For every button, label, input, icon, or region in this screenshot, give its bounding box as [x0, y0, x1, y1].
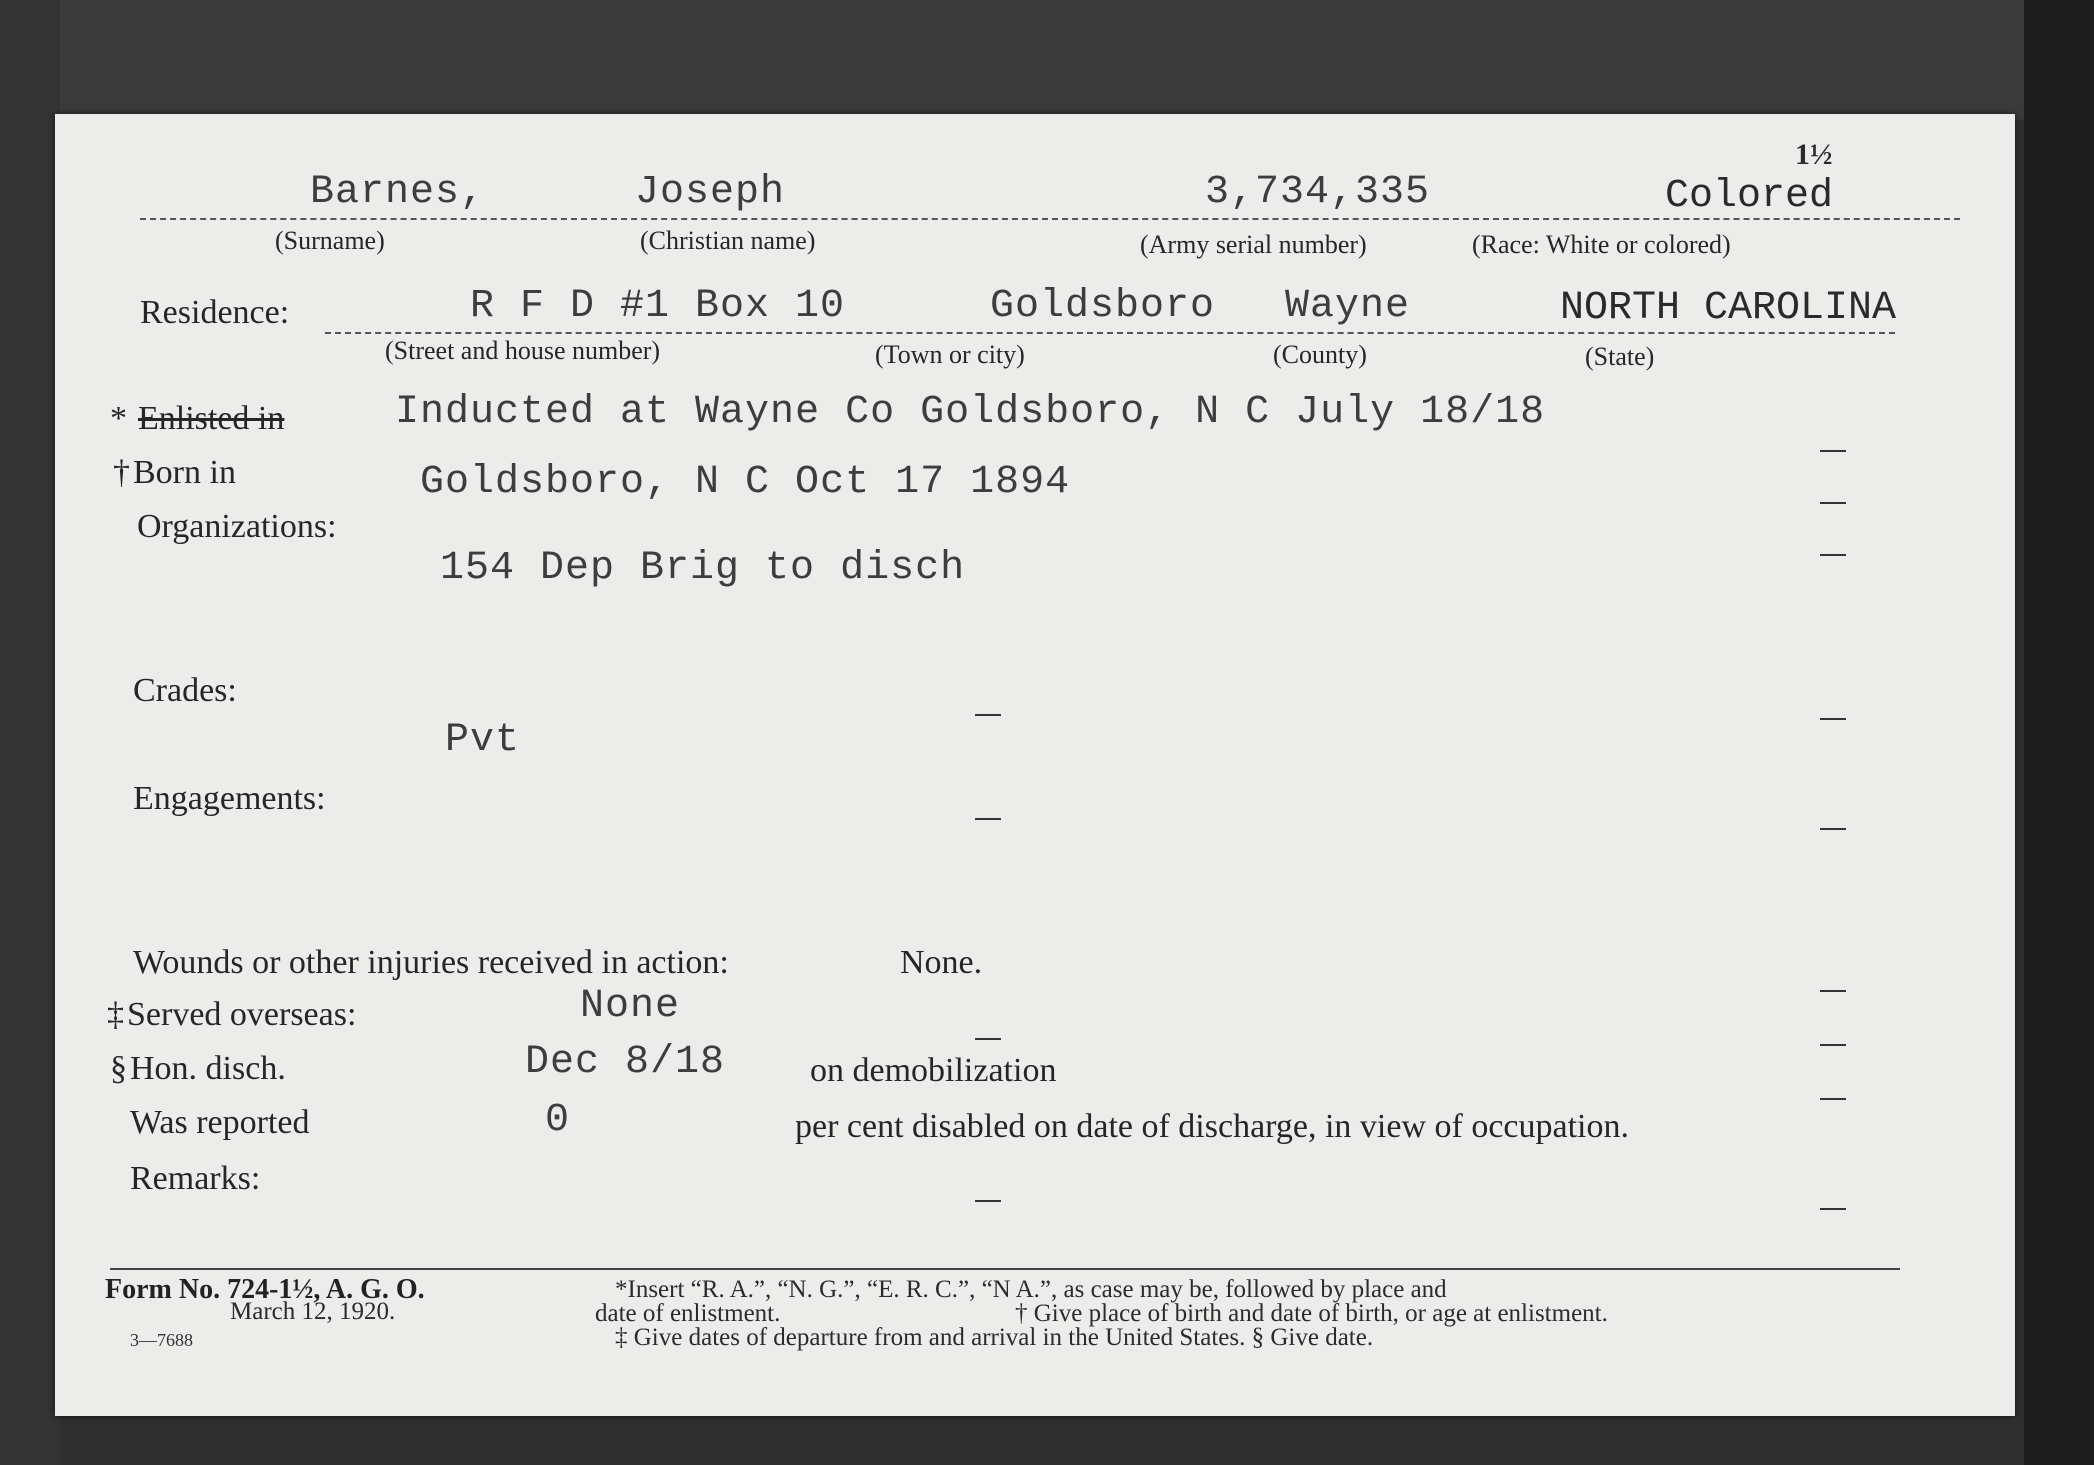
footnote-line-1: *Insert “R. A.”, “N. G.”, “E. R. C.”, “N A.”, as case may be, followed by place and	[615, 1276, 1447, 1303]
residence-label: Residence:	[140, 294, 290, 331]
footer-rule	[110, 1268, 1900, 1270]
disch-value: Dec 8/18	[525, 1040, 726, 1085]
street-caption: (Street and house number)	[385, 336, 661, 365]
surname-value: Barnes,	[310, 170, 486, 215]
overseas-value: None	[580, 984, 681, 1029]
margin-tick	[1820, 1208, 1846, 1210]
center-tick	[975, 714, 1001, 716]
reported-suffix: per cent disabled on date of discharge, in view of occupation.	[795, 1108, 1629, 1145]
remarks-label: Remarks:	[130, 1160, 261, 1197]
form-date: March 12, 1920.	[230, 1298, 396, 1325]
residence-state: NORTH CAROLINA	[1560, 286, 1897, 331]
state-caption: (State)	[1585, 342, 1655, 371]
christian-caption: (Christian name)	[640, 226, 816, 255]
margin-tick	[1820, 1044, 1846, 1046]
residence-street: R F D #1 Box 10	[470, 284, 846, 329]
overseas-marker: ‡	[107, 996, 124, 1033]
center-tick	[975, 1038, 1001, 1040]
race-caption: (Race: White or colored)	[1472, 230, 1731, 259]
county-caption: (County)	[1273, 340, 1367, 369]
disch-marker: §	[110, 1050, 127, 1087]
enlisted-value: Inducted at Wayne Co Goldsboro, N C July 18/18	[395, 390, 1546, 435]
scan-background-right	[2024, 0, 2094, 1465]
footnote-line-3: ‡ Give dates of departure from and arrival in the United States. § Give date.	[615, 1324, 1374, 1351]
born-value: Goldsboro, N C Oct 17 1894	[420, 460, 1071, 505]
margin-tick	[1820, 718, 1846, 720]
reported-label: Was reported	[130, 1104, 310, 1141]
form-code: 3—7688	[130, 1330, 193, 1350]
residence-line	[325, 332, 1895, 334]
service-record-card	[55, 114, 2015, 1416]
overseas-label: Served overseas:	[127, 996, 357, 1033]
race-value: Colored	[1665, 174, 1834, 219]
engagements-label: Engagements:	[133, 780, 326, 817]
wounds-label: Wounds or other injuries received in action:	[133, 944, 729, 981]
wounds-value: None.	[900, 944, 983, 981]
disch-label: Hon. disch.	[130, 1050, 286, 1087]
enlisted-marker: *	[110, 400, 127, 437]
serial-number-value: 3,734,335	[1205, 170, 1431, 215]
grades-label: Crades:	[133, 672, 237, 709]
fraction-mark: 1½	[1795, 138, 1833, 171]
margin-tick	[1820, 450, 1846, 452]
serial-caption: (Army serial number)	[1140, 230, 1367, 259]
organizations-value: 154 Dep Brig to disch	[440, 546, 966, 591]
enlisted-label: Enlisted in	[138, 400, 285, 437]
grades-value: Pvt	[445, 718, 521, 763]
footnote-line-2b: † Give place of birth and date of birth, or age at enlistment.	[1015, 1300, 1608, 1327]
footnote-line-2a: date of enlistment.	[595, 1300, 781, 1327]
scan-background-left	[0, 0, 60, 1465]
christian-name-value: Joseph	[635, 170, 786, 215]
born-marker: †	[113, 454, 130, 491]
reported-value: 0	[545, 1098, 571, 1143]
margin-tick	[1820, 990, 1846, 992]
town-caption: (Town or city)	[875, 340, 1025, 369]
header-line	[140, 218, 1960, 220]
surname-caption: (Surname)	[275, 226, 385, 255]
residence-town: Goldsboro	[990, 284, 1216, 329]
margin-tick	[1820, 554, 1846, 556]
scan-background-top	[0, 0, 2094, 120]
margin-tick	[1820, 1098, 1846, 1100]
margin-tick	[1820, 828, 1846, 830]
margin-tick	[1820, 502, 1846, 504]
residence-county: Wayne	[1285, 284, 1411, 329]
center-tick	[975, 1200, 1001, 1202]
center-tick	[975, 818, 1001, 820]
organizations-label: Organizations:	[137, 508, 337, 545]
form-number: Form No. 724-1½, A. G. O.	[105, 1274, 425, 1305]
disch-suffix: on demobilization	[810, 1052, 1057, 1089]
born-label: Born in	[133, 454, 236, 491]
